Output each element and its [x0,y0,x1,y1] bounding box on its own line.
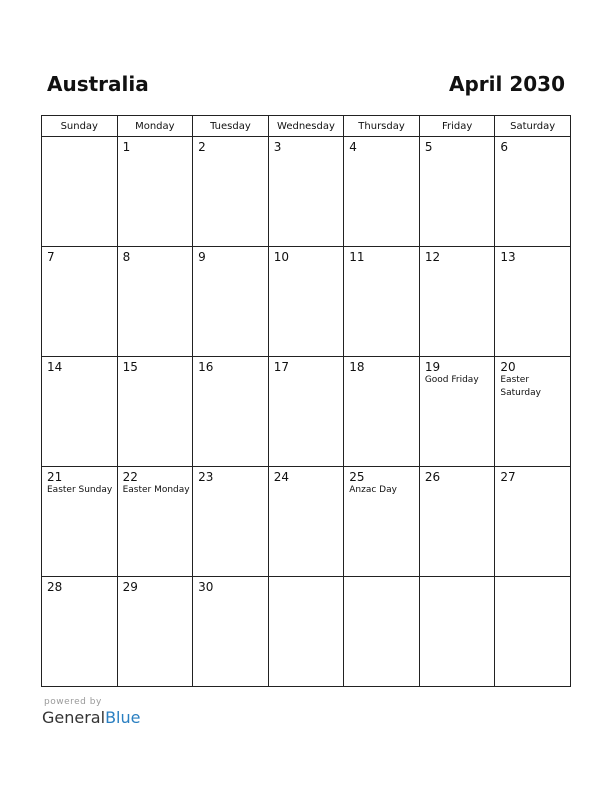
brand-name-part2: Blue [105,708,141,727]
day-cell [193,137,269,247]
day-number: 24 [273,470,289,484]
day-number [269,577,344,580]
day-number: 8 [122,250,131,264]
day-cell [268,577,344,687]
day-number: 3 [273,140,282,154]
weekday-header-sunday: Sunday [42,116,118,137]
day-cell [268,467,344,577]
weekday-header-tuesday: Tuesday [193,116,269,137]
day-number: 10 [273,250,289,264]
day-cell [193,577,269,687]
day-number [495,577,570,580]
weekday-header-wednesday: Wednesday [268,116,344,137]
powered-by-text: powered by [44,697,102,707]
day-number: 2 [198,140,206,154]
day-cell [117,467,193,577]
day-number: 16 [198,360,214,374]
brand-name-part1: General [42,708,106,727]
day-number: 1 [122,140,131,154]
day-cell [419,137,495,247]
day-number: 11 [349,250,365,264]
day-number: 17 [273,360,289,374]
day-cell [117,577,193,687]
day-number: 26 [424,470,441,484]
day-number: 6 [500,140,509,154]
day-number: 9 [198,250,206,264]
holiday-label: Easter Saturday [500,375,541,398]
day-cell [193,467,269,577]
day-cell [193,247,269,357]
weekday-header-row [42,116,571,137]
day-number: 7 [47,250,55,264]
calendar-country-title: Australia [47,72,149,96]
day-number: 12 [424,250,441,264]
generalblue-logo[interactable] [42,708,140,728]
day-cell [344,137,420,247]
day-number: 15 [122,360,138,374]
day-cell [495,137,571,247]
holiday-label: Good Friday [424,375,479,385]
day-cell [268,247,344,357]
day-number: 28 [47,580,63,594]
day-cell [42,247,118,357]
day-cell [419,247,495,357]
day-cell [117,247,193,357]
day-cell [268,357,344,467]
week-row [42,577,571,687]
day-cell [344,247,420,357]
calendar-grid [41,115,571,687]
weekday-header-monday: Monday [117,116,193,137]
day-cell [419,357,495,467]
day-cell [495,577,571,687]
day-cell [344,467,420,577]
day-cell [419,577,495,687]
day-number: 23 [198,470,214,484]
day-number: 30 [198,580,214,594]
weekday-header-saturday: Saturday [495,116,571,137]
weekday-header-thursday: Thursday [344,116,420,137]
day-cell [42,137,118,247]
day-number: 19 [424,360,441,374]
holiday-label: Easter Monday [122,485,190,495]
day-number: 5 [424,140,433,154]
day-cell [419,467,495,577]
day-number: 4 [349,140,357,154]
holiday-label: Anzac Day [349,485,397,495]
day-number [42,137,117,140]
day-number: 27 [500,470,516,484]
day-number [420,577,495,580]
day-number: 25 [349,470,365,484]
day-number: 22 [122,470,138,484]
day-cell [495,467,571,577]
day-number: 18 [349,360,365,374]
day-number: 13 [500,250,516,264]
day-number: 21 [47,470,63,484]
day-cell [268,137,344,247]
day-cell [42,577,118,687]
day-number: 20 [500,360,516,374]
holiday-label: Easter Sunday [47,485,113,495]
week-row [42,137,571,247]
day-number: 14 [47,360,63,374]
day-cell [42,467,118,577]
week-row [42,467,571,577]
calendar-month-title: April 2030 [449,72,565,96]
week-row [42,357,571,467]
day-number [344,577,419,580]
day-cell [495,247,571,357]
day-cell [495,357,571,467]
day-cell [117,357,193,467]
day-number: 29 [122,580,138,594]
week-row [42,247,571,357]
day-cell [344,577,420,687]
day-cell [117,137,193,247]
day-cell [193,357,269,467]
day-cell [42,357,118,467]
day-cell [344,357,420,467]
weekday-header-friday: Friday [419,116,495,137]
